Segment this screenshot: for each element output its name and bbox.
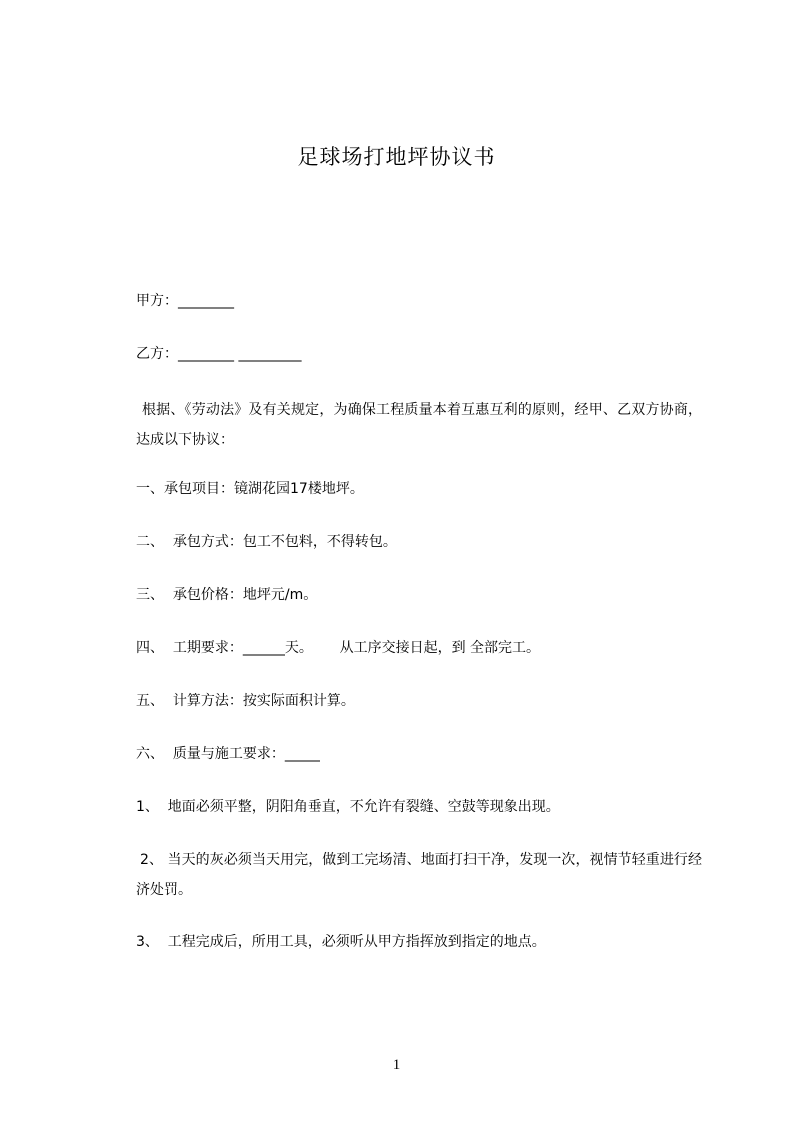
party-a-line: 甲方：________ [136, 293, 234, 309]
clause-item: 三、 承包价格：地坪元/m。 [136, 587, 318, 603]
clause-item: 六、 质量与施工要求：_____ [136, 746, 320, 762]
requirement-item: 1、 地面必须平整，阴阳角垂直，不允许有裂缝、空鼓等现象出现。 [136, 799, 560, 815]
clause-item: 一、承包项目：镜湖花园17楼地坪。 [136, 481, 364, 497]
party-b-line: 乙方：________ _________ [136, 346, 302, 362]
requirement-item: 2、 当天的灰必须当天用完，做到工完场清、地面打扫干净，发现一次，视情节轻重进行经济处罚。 [136, 852, 702, 898]
clause-item: 四、 工期要求：______天。 从工序交接日起，到 全部完工。 [136, 640, 541, 656]
requirement-item: 3、 工程完成后，所用工具，必须听从甲方指挥放到指定的地点。 [136, 934, 546, 950]
clause-item: 五、 计算方法：按实际面积计算。 [136, 693, 355, 709]
clause-item: 二、 承包方式：包工不包料，不得转包。 [136, 534, 397, 550]
intro-paragraph: 根据、《劳动法》及有关规定，为确保工程质量本着互惠互利的原则，经甲、乙双方协商，达成以下协议： [136, 402, 702, 448]
page-number: 1 [392, 1057, 401, 1073]
document-title: 足球场打地坪协议书 [297, 145, 496, 169]
